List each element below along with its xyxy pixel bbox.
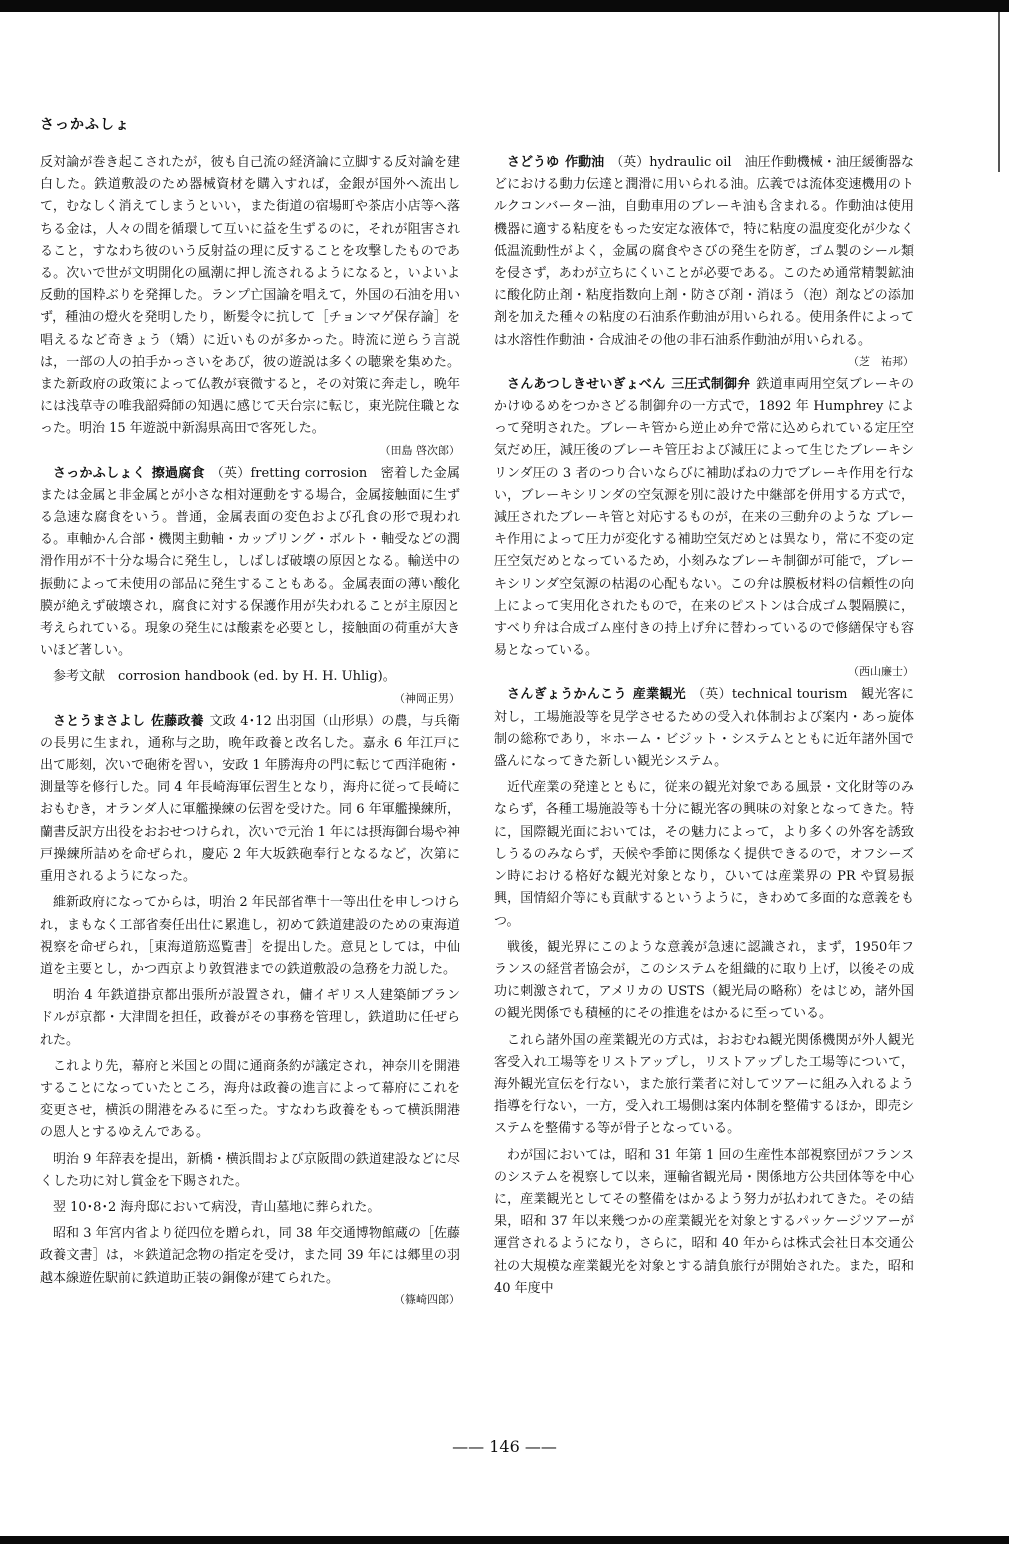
entry-term: 擦過腐食 <box>151 465 205 481</box>
entry-body: （英）hydraulic oil 油圧作動機械・油圧緩衝器などにおける動力伝達と潤滑に用いられる油。広義では流体変速機用のトルクコンバーター油，自動車用のブレーキ油も含まれる。作動油は使用機器に適する粘度をもった安定な液体で，特に粘度の温度変化が少なく低温流動性がよく，金属の腐食やさびの発生を防ぎ，ゴム製のシール類を侵さず，あわが立ちにくいことが必要である。このため通常精製鉱油に酸化防止剤・粘度指数向上剤・防さび剤・消ほう（泡）剤などの添加剤を加えた種々の粘度の石油系作動油が用いられる。使用条件によっては水溶性作動油・合成油その他の非石油系作動油が用いられる。 <box>494 155 914 348</box>
entry-term: 産業観光 <box>632 687 686 703</box>
page-number-dash-left: —— <box>452 1437 485 1456</box>
entry-reading: さんあつしきせいぎょべん <box>507 376 666 392</box>
entry-body: （英）fretting corrosion 密着した金属または金属と非金属とが小さな相対運動をする場合，金属接触面に生ずる急速な腐食をいう。普通，金属表面の変色および孔食の形で現われる。車軸かん合部・機関主動軸・カップリング・ボルト・軸受などの潤滑作用が不十分な場合に発生し，しばしば破壊の原因となる。輸送中の振動によって未使用の部品に発生することもある。金属表面の薄い酸化膜が絶えず破壊され，腐食に対する保護作用が失われることが主原因と考えられている。現象の発生には酸素を必要とし，接触面の荷重が大きいほど著しい。 <box>40 465 460 659</box>
reference: 参考文献 corrosion handbook (ed. by H. H. Uhlig)。 <box>53 669 396 685</box>
page-number-dash-right: —— <box>524 1437 557 1456</box>
entry-body: 文政 4･12 出羽国（山形県）の農，与兵衛の長男に生まれ，通称与之助，晩年政養と改名した。嘉永 6 年江戸に出て彫刻，次いで砲術を習い，安政 1 年勝海舟の門に転じて西洋砲術・測量等を修行した。同 4 年長崎海軍伝習生となり，海舟に従って長崎におもむき，オランダ人に軍艦操練の伝習を受けた。同 6 年軍艦操練所，蘭書反訳方出役をおおせつけられ，次いで元治 1 年には摂海御台場や神戸操練所詰めを命ぜられ，慶応 2 年大坂鉄砲奉行となるなど，次第に重用されるようになった。 <box>40 713 460 885</box>
running-head: さっかふしょ <box>40 117 130 133</box>
right-column <box>494 152 914 1437</box>
paragraph: これら諸外国の産業観光の方式は，おおむね観光関係機関が外人観光客受入れ工場等をリストアップし，リストアップした工場等について，海外観光宣伝を行ない，また旅行業者に対してツアーに組み入れるよう指導を行ない，一方，受入れ工場側は案内体制を整備するほか，即売システムを整備する等が骨子となっている。 <box>494 1032 914 1137</box>
entry-term: 佐藤政養 <box>151 713 204 729</box>
paragraph: 明治 9 年辞表を提出，新橋・横浜間および京阪間の鉄道建設などに尽くした功に対し賞金を下賜された。 <box>40 1151 460 1189</box>
entry-reading: さんぎょうかんこう <box>507 687 627 703</box>
paragraph: これより先，幕府と米国との間に通商条約が議定され，神奈川を開港することになっていたところ，海舟は政養の進言によって幕府にこれを変更させ，横浜の開港をみるに至った。すなわち政養をもって横浜開港の恩人とするゆえんである。 <box>40 1058 460 1141</box>
entry-body: （英）technical tourism 観光客に対し，工場施設等を見学させるための受入れ体制および案内・あっ旋体制の総称であり，＊ホーム・ビジット・システムとともに近年諸外国で盛んになってきた新しい観光システム。 <box>494 687 914 770</box>
page-edge-mark <box>998 12 1000 172</box>
paragraph: 明治 4 年鉄道掛京都出張所が設置され，傭イギリス人建築師ブランドルが京都・大津間を担任，政養がその事務を管理し，鉄道助に任ぜられた。 <box>40 988 460 1048</box>
entry-reading: さとうまさよし <box>53 713 146 729</box>
author-credit: （神岡正男） <box>394 691 460 705</box>
author-credit: （田島 啓次郎） <box>379 443 460 457</box>
author-credit: （芝 祐邦） <box>848 354 914 368</box>
page-number <box>0 1437 1009 1456</box>
dictionary-entry <box>494 374 914 663</box>
dictionary-entry <box>494 684 914 773</box>
entry-reading: さっかふしょく <box>53 465 146 481</box>
paragraph: 昭和 3 年宮内省より従四位を贈られ，同 38 年交通博物館蔵の［佐藤政養文書］は，＊鉄道記念物の指定を受け，また同 39 年には郷里の羽越本線遊佐駅前に鉄道助正装の銅像が建てられた。 <box>40 1226 460 1286</box>
page-number-value: 146 <box>489 1437 520 1456</box>
author-credit: （篠崎四郎） <box>394 1292 460 1306</box>
left-column <box>40 152 460 1407</box>
entry-reading: さどうゆ <box>507 155 560 170</box>
dictionary-entry <box>494 152 914 352</box>
top-edge-bar <box>0 0 1009 12</box>
bottom-edge-bar <box>0 1536 1009 1544</box>
paragraph: 戦後，観光界にこのような意義が急速に認識され，まず，1950年フランスの経営者協会が，このシステムを組織的に取り上げ，以後その成功に刺激されて，アメリカの USTS（観光局の略称）をはじめ，諸外国の観光関係でも積極的にその推進をはかるに至っている。 <box>494 939 914 1022</box>
entry-term: 作動油 <box>565 155 605 170</box>
paragraph: わが国においては，昭和 31 年第 1 回の生産性本部視察団がフランスのシステムを視察して以来，運輸省観光局・関係地方公共団体等を中心に，産業観光としてその整備をはかるよう努力が払われてきた。その結果，昭和 37 年以来幾つかの産業観光を対象とするパッケージツアーが運営されるようになり，さらに，昭和 40 年からは株式会社日本交通公社の大規模な産業観光を対象とする請負旅行が開始された。また，昭和 40 年度中 <box>494 1147 914 1296</box>
entry-term: 三圧式制御弁 <box>671 376 751 392</box>
paragraph: 翌 10･8･2 海舟邸において病没，青山墓地に葬られた。 <box>53 1199 381 1215</box>
dictionary-entry <box>40 463 460 663</box>
paragraph: 反対論が巻き起こされたが，彼も自己流の経済論に立脚する反対論を建白した。鉄道敷設のため器械資材を購入すれば，金銀が国外へ流出して，むなしく消えてしまうといい，また街道の宿場町や茶店小店等へ落ちる金は，人々の間を循環して互いに益を生ずるのに，それが阻害されること，すなわち彼のいう反射益の理に反することを攻撃したものである。次いで世が文明開化の風潮に押し流されるようになると，いよいよ反動的国粋ぶりを発揮した。ランプ亡国論を唱えて，外国の石油を用いず，種油の燈火を発明したり，断髪令に抗して［チョンマゲ保存論］を唱えるなど奇きょう（矯）に近いものが多かった。時流に逆らう言説は，一部の人の拍手かっさいをあび，彼の遊説は多くの聴衆を集めた。また新政府の政策によって仏教が衰微すると，その対策に奔走し，晩年には浅草寺の唯我韶舜師の知遇に感じて天台宗に転じ，東光院住職となった。明治 15 年遊説中新潟県高田で客死した。 <box>40 155 460 437</box>
dictionary-entry <box>40 711 460 889</box>
paragraph: 近代産業の発達とともに，従来の観光対象である風景・文化財等のみならず，各種工場施設等も十分に観光客の興味の対象となってきた。特に，国際観光面においては，その魅力によって，より多くの外客を誘致しうるのみならず，天候や季節に関係なく提供できるので，オフシーズン時における格好な観光対象となり，ひいては産業界の PR や貿易振興，国情紹介等にも貢献するというように，きわめて多面的な意義をもつ。 <box>494 780 914 929</box>
paragraph: 維新政府になってからは，明治 2 年民部省準十一等出仕を申しつけられ，まもなく工部省奏任出仕に累進し，初めて鉄道建設のための東海道視察を命ぜられ，［東海道筋巡覧書］を提出した。意見としては，中仙道を主要とし，かつ西京より敦賀港までの鉄道敷設の急務を力説した。 <box>40 895 460 977</box>
author-credit: （西山廉士） <box>848 665 914 679</box>
entry-body: 鉄道車両用空気ブレーキのかけゆるめをつかさどる制御弁の一方式で，1892 年 Humphrey によって発明された。ブレーキ管から逆止め弁で常に込められている定圧空気だめ圧，減圧後のブレーキ管圧および減圧によって生じたブレーキシリンダ圧の 3 者のつり合いならびに補助ばねの力でブレーキ作用を行ない，ブレーキシリンダの空気源を別に設けた中継部を併用する方式で，減圧されたブレーキ管と対応するものが，在来の三動弁のような ブレーキ作用によって圧力が変化する補助空気だめとは異なり，常に不変の定圧空気だめとなっているため，小刻みなブレーキ制御が可能で，ブレーキシリンダ空気源の枯渇の心配もない。この弁は膜板材料の信頼性の向上によって実用化されたもので，在来のピストンは合成ゴム製隔膜に，すべり弁は合成ゴム座付きの持上げ弁に替わっているので修繕保守も容易となっている。 <box>494 376 914 659</box>
